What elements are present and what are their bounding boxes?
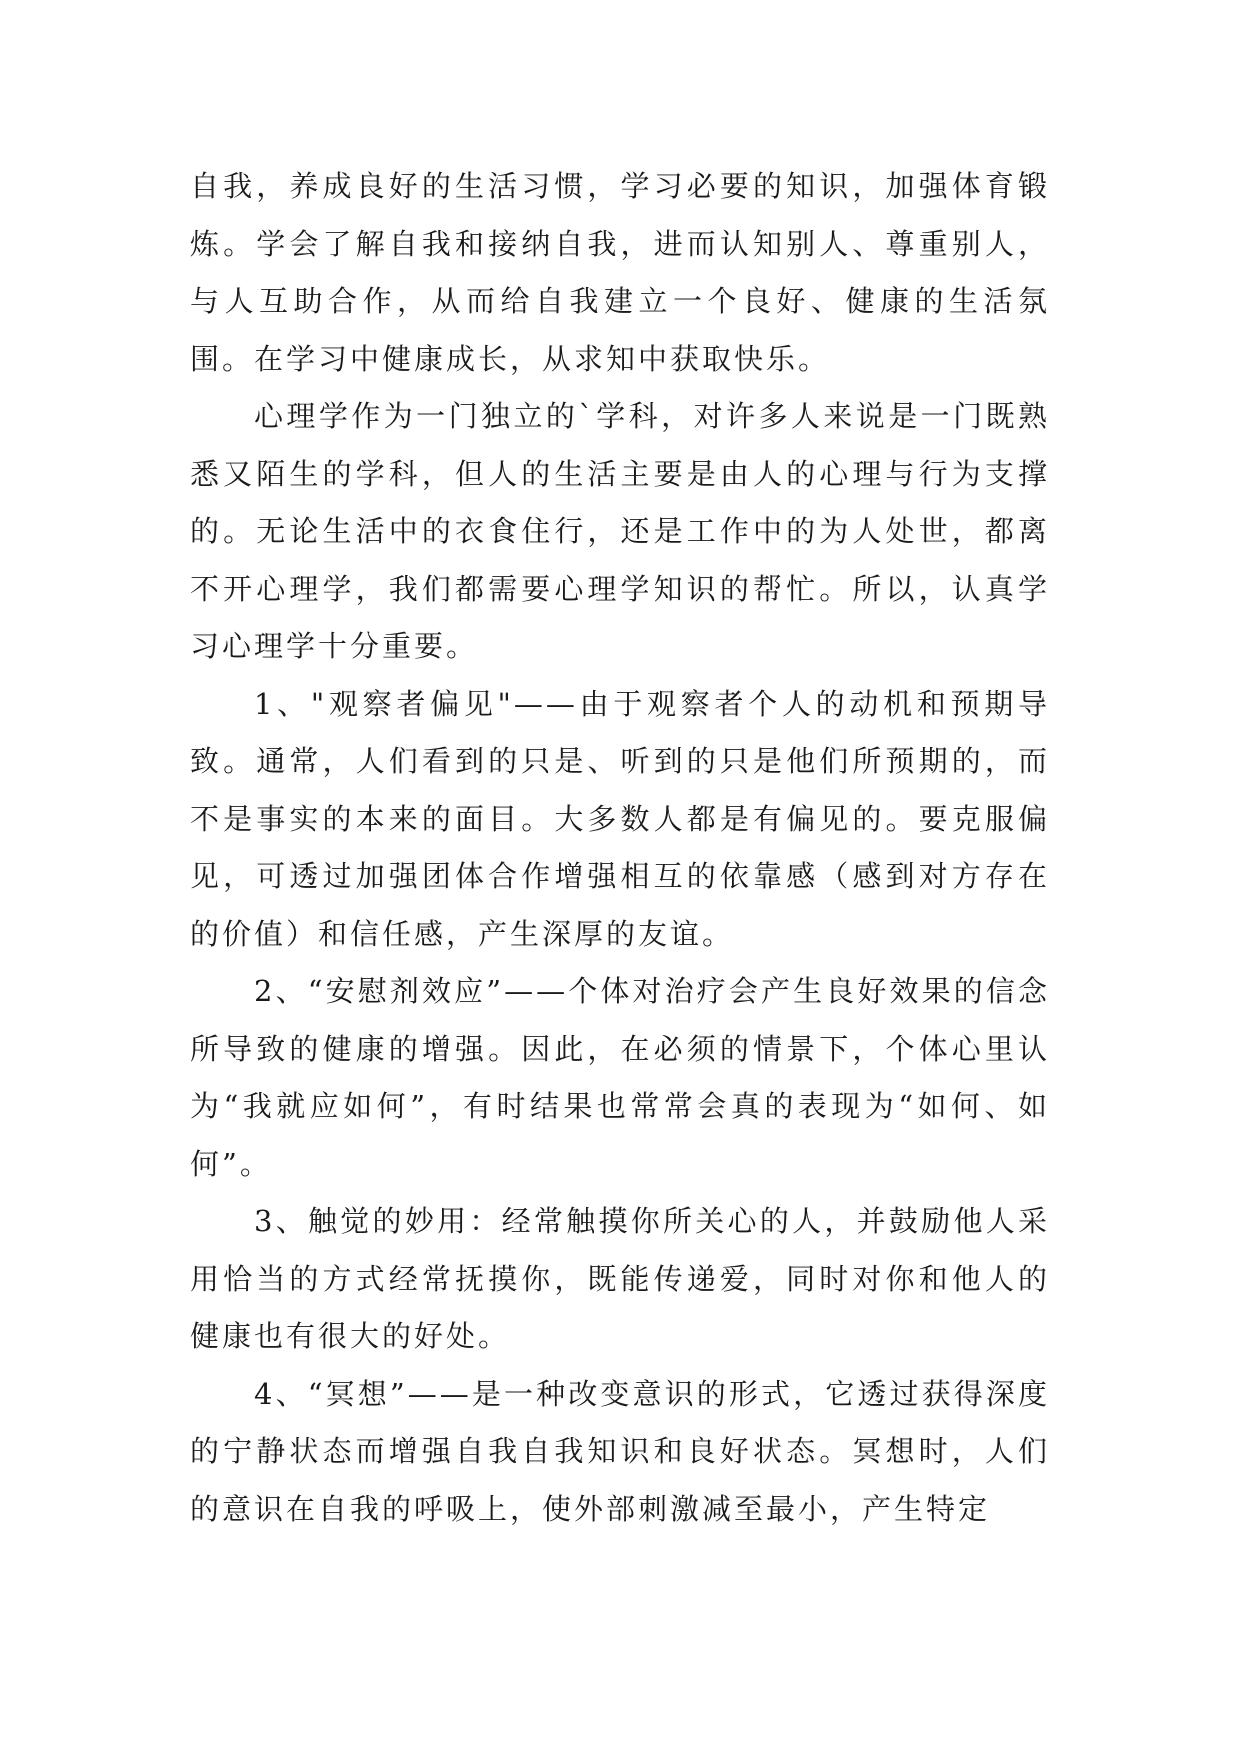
paragraph-placebo-effect: 2、“安慰剂效应”——个体对治疗会产生良好效果的信念所导致的健康的增强。因此，在必须的情景下，个体心里认为“我就应如何”，有时结果也常常会真的表现为“如何、如何”。: [190, 974, 1050, 1181]
paragraph-meditation: 4、“冥想”——是一种改变意识的形式，它透过获得深度的宁静状态而增强自我自我知识和良好状态。冥想时，人们的意识在自我的呼吸上，使外部刺激减至最小，产生特定: [190, 1376, 1050, 1526]
document-body: [190, 158, 1050, 1538]
paragraph-touch: 3、触觉的妙用：经常触摸你所关心的人，并鼓励他人采用恰当的方式经常抚摸你，既能传递爱，同时对你和他人的健康也有很大的好处。: [190, 1204, 1050, 1353]
paragraph-observer-bias: 1、"观察者偏见"——由于观察者个人的动机和预期导致。通常，人们看到的只是、听到的只是他们所预期的，而不是事实的本来的面目。大多数人都是有偏见的。要克服偏见，可透过加强团体合作增强相互的依靠感（感到对方存在的价值）和信任感，产生深厚的友谊。: [190, 686, 1050, 951]
paragraph-psychology-importance: 心理学作为一门独立的`学科，对许多人来说是一门既熟悉又陌生的学科，但人的生活主要是由人的心理与行为支撑的。无论生活中的衣食住行，还是工作中的为人处世，都离不开心理学，我们都需要心理学知识的帮忙。所以，认真学习心理学十分重要。: [190, 399, 1050, 663]
paragraph-continuation: 自我，养成良好的生活习惯，学习必要的知识，加强体育锻炼。学会了解自我和接纳自我，进而认知别人、尊重别人，与人互助合作，从而给自我建立一个良好、健康的生活氛围。在学习中健康成长，从求知中获取快乐。: [190, 169, 1050, 376]
